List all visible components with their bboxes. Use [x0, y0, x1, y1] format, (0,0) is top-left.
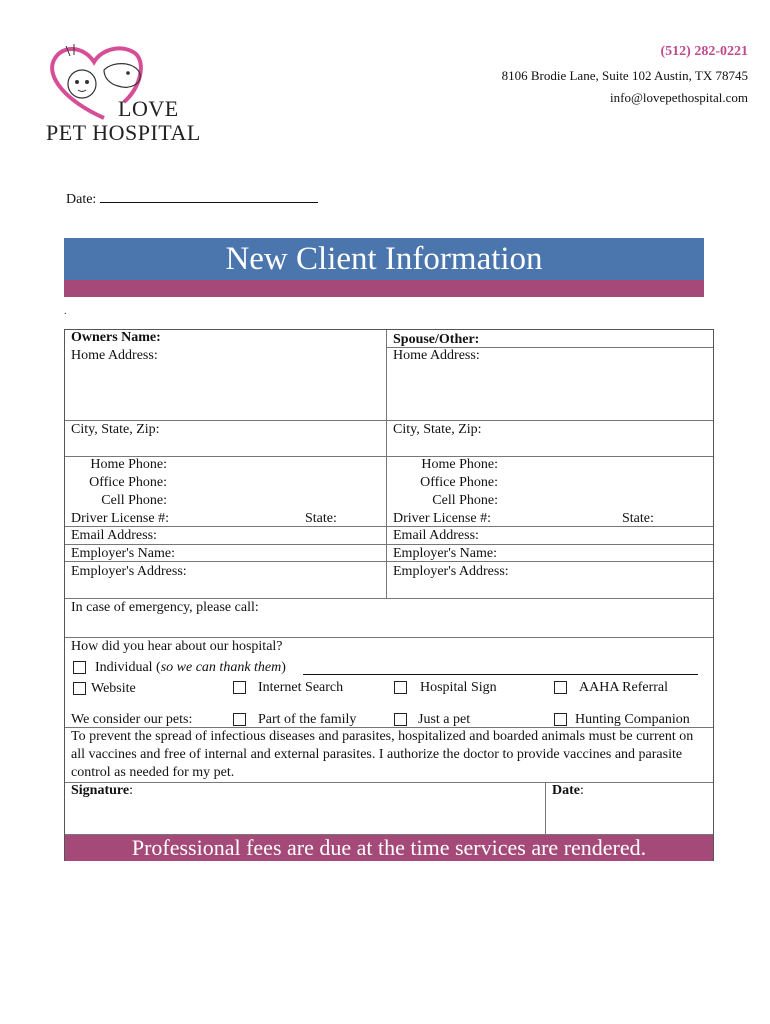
hospital-sign-checkbox[interactable]	[394, 681, 407, 694]
spouse-office-phone-label: Office Phone:	[420, 475, 498, 490]
aaha-referral-checkbox[interactable]	[554, 681, 567, 694]
spouse-driver-license-label: Driver License #:	[393, 511, 491, 526]
individual-note: so we can thank them	[160, 660, 282, 675]
individual-option	[95, 660, 286, 676]
aaha-referral-label: AAHA Referral	[579, 680, 669, 695]
spouse-home-address-label: Home Address:	[393, 348, 480, 363]
owner-cell-phone-label: Cell Phone:	[101, 493, 167, 508]
date-field[interactable]	[66, 188, 318, 208]
internet-search-label: Internet Search	[258, 680, 344, 695]
spouse-employer-name-label: Employer's Name:	[393, 546, 497, 561]
hospital-logo	[44, 40, 201, 150]
website-label: Website	[91, 681, 136, 696]
individual-label: Individual (	[95, 660, 161, 675]
individual-close: )	[281, 660, 286, 675]
consent-text: To prevent the spread of infectious diseases and parasites, hospitalized and boarded animals must be current on all vaccines and free of internal and external parasites. I authorize the doctor to provide vaccines and parasite control as needed for my pet.	[71, 729, 694, 780]
signature-colon: :	[129, 783, 133, 798]
emergency-label: In case of emergency, please call:	[71, 600, 259, 615]
hospital-sign-label: Hospital Sign	[420, 680, 497, 695]
hunting-companion-checkbox[interactable]	[554, 713, 567, 726]
referral-question: How did you hear about our hospital?	[71, 639, 283, 654]
part-of-family-checkbox[interactable]	[233, 713, 246, 726]
date-underline[interactable]	[100, 188, 318, 203]
part-of-family-label: Part of the family	[258, 712, 357, 727]
owner-driver-license-label: Driver License #:	[71, 511, 169, 526]
logo-text-pet-hospital: PET HOSPITAL	[46, 120, 201, 145]
spouse-state-label: State:	[622, 511, 654, 526]
date-label: Date:	[66, 192, 97, 207]
signature-field[interactable]	[71, 783, 133, 799]
owner-office-phone-label: Office Phone:	[89, 475, 167, 490]
owner-employer-address-label: Employer's Address:	[71, 564, 187, 579]
internet-search-checkbox[interactable]	[233, 681, 246, 694]
page-title: New Client Information	[64, 238, 704, 280]
owner-email-label: Email Address:	[71, 528, 157, 543]
contact-phone: (512) 282-0221	[660, 44, 748, 59]
spouse-city-label: City, State, Zip:	[393, 422, 482, 437]
spouse-email-label: Email Address:	[393, 528, 479, 543]
logo-text-love: LOVE	[118, 96, 179, 121]
just-a-pet-checkbox[interactable]	[394, 713, 407, 726]
hunting-companion-label: Hunting Companion	[575, 712, 690, 727]
stray-dot: .	[64, 306, 67, 317]
individual-checkbox[interactable]	[73, 661, 86, 674]
website-checkbox[interactable]	[73, 682, 86, 695]
spouse-name-label: Spouse/Other:	[393, 332, 480, 347]
signature-date-label: Date	[552, 783, 580, 798]
signature-date-colon: :	[580, 783, 584, 798]
owner-employer-name-label: Employer's Name:	[71, 546, 175, 561]
contact-address: 8106 Brodie Lane, Suite 102 Austin, TX 78745	[501, 68, 748, 83]
owner-home-phone-label: Home Phone:	[90, 457, 167, 472]
spouse-employer-address-label: Employer's Address:	[393, 564, 509, 579]
pets-label: We consider our pets:	[71, 712, 193, 727]
client-form	[64, 329, 714, 861]
banner-stripe	[64, 280, 704, 297]
signature-date-field[interactable]	[552, 783, 584, 799]
spouse-home-phone-label: Home Phone:	[421, 457, 498, 472]
spouse-cell-phone-label: Cell Phone:	[432, 493, 498, 508]
owner-city-label: City, State, Zip:	[71, 422, 160, 437]
owner-home-address-label: Home Address:	[71, 348, 158, 363]
individual-underline[interactable]	[303, 674, 698, 675]
signature-label: Signature	[71, 783, 130, 798]
fees-notice: Professional fees are due at the time services are rendered.	[65, 835, 713, 861]
just-a-pet-label: Just a pet	[418, 712, 471, 727]
contact-email[interactable]: info@lovepethospital.com	[610, 90, 748, 105]
owner-name-label: Owners Name:	[71, 330, 161, 345]
owner-state-label: State:	[305, 511, 337, 526]
